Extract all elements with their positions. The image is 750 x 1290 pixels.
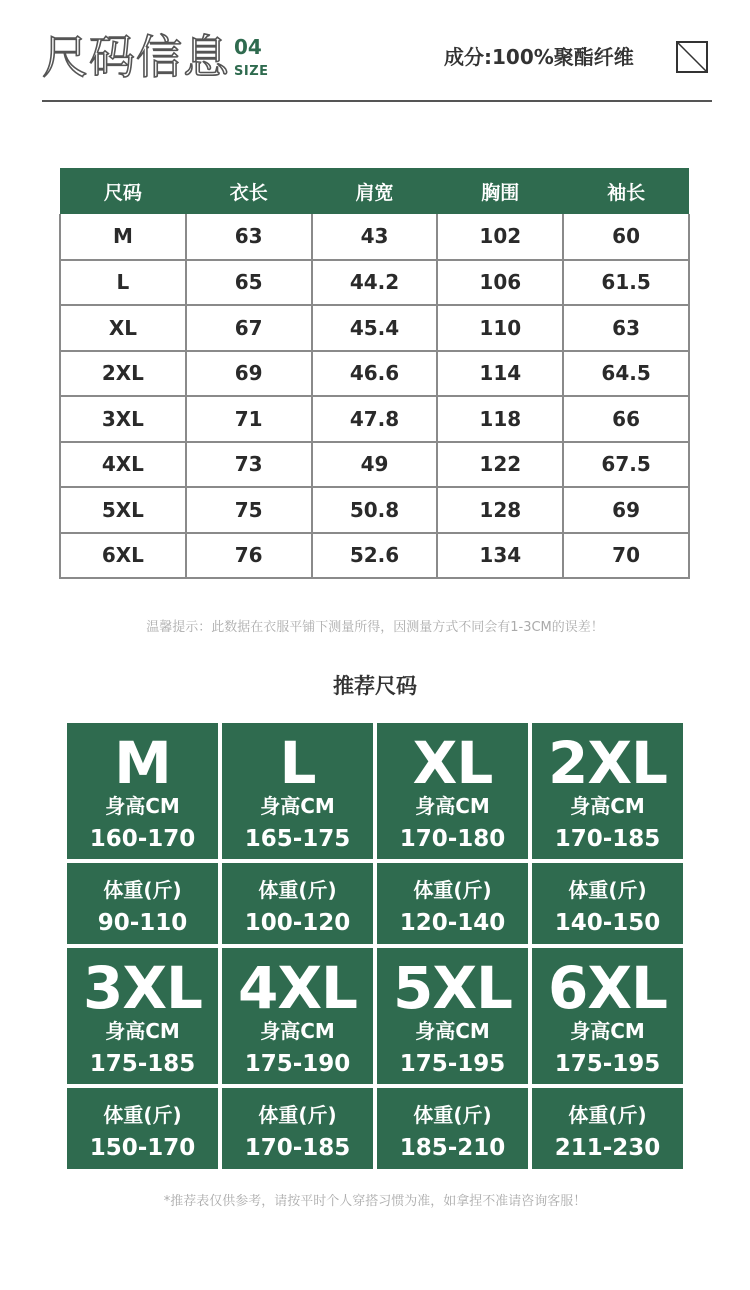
size-cell: 5XL	[60, 487, 186, 533]
material-composition: 成分:100%聚酯纤维	[444, 45, 634, 69]
page-title: 尺码信息	[42, 30, 230, 84]
measurement-cell: 50.8	[312, 487, 438, 533]
height-label: 身高CM	[105, 1019, 180, 1043]
height-range: 175-195	[399, 1051, 506, 1077]
measurement-cell: 69	[186, 351, 312, 397]
weight-range: 185-210	[399, 1135, 506, 1161]
tile-size-label: L	[279, 729, 316, 797]
measurement-cell: 64.5	[563, 351, 689, 397]
size-cell: M	[60, 214, 186, 260]
measurement-cell: 44.2	[312, 260, 438, 306]
measurement-cell: 70	[563, 533, 689, 579]
section-subtitle: SIZE	[234, 64, 269, 79]
weight-range: 100-120	[244, 910, 351, 936]
height-label: 身高CM	[570, 794, 645, 818]
weight-tile	[222, 1088, 373, 1169]
weight-label: 体重(斤)	[103, 1103, 182, 1127]
recommend-title: 推荐尺码	[333, 674, 417, 698]
tile-size-label: 2XL	[547, 729, 668, 797]
height-range: 175-190	[244, 1051, 351, 1077]
size-cell: XL	[60, 305, 186, 351]
weight-label: 体重(斤)	[258, 878, 337, 902]
measurement-tip: 温馨提示：此数据在衣服平铺下测量所得，因测量方式不同会有1-3CM的误差！	[146, 620, 604, 635]
measurement-cell: 75	[186, 487, 312, 533]
measurement-cell: 67.5	[563, 442, 689, 488]
height-range: 165-175	[244, 826, 351, 852]
measurement-cell: 45.4	[312, 305, 438, 351]
tile-size-label: 4XL	[237, 954, 358, 1022]
weight-label: 体重(斤)	[568, 878, 647, 902]
tile-size-label: M	[114, 729, 171, 797]
section-number: 04	[234, 35, 262, 59]
measurement-cell: 118	[437, 396, 563, 442]
weight-range: 170-185	[244, 1135, 351, 1161]
weight-tile	[377, 863, 528, 944]
height-label: 身高CM	[570, 1019, 645, 1043]
measurement-cell: 106	[437, 260, 563, 306]
height-tile	[532, 723, 683, 859]
measurement-cell: 69	[563, 487, 689, 533]
weight-range: 150-170	[89, 1135, 196, 1161]
table-body	[60, 214, 689, 578]
page-header	[42, 30, 712, 102]
measurement-cell: 65	[186, 260, 312, 306]
measurement-cell: 61.5	[563, 260, 689, 306]
measurement-cell: 102	[437, 214, 563, 260]
measurement-cell: 76	[186, 533, 312, 579]
fabric-swatch-icon	[676, 41, 708, 73]
tile-size-label: 6XL	[547, 954, 668, 1022]
height-range: 175-185	[89, 1051, 196, 1077]
size-cell: 3XL	[60, 396, 186, 442]
size-cell: 2XL	[60, 351, 186, 397]
measurement-cell: 46.6	[312, 351, 438, 397]
table-row	[60, 442, 689, 488]
height-range: 160-170	[89, 826, 196, 852]
measurement-cell: 134	[437, 533, 563, 579]
tile-size-label: 5XL	[392, 954, 513, 1022]
tile-size-label: 3XL	[82, 954, 203, 1022]
measurement-cell: 73	[186, 442, 312, 488]
weight-tile	[222, 863, 373, 944]
measurement-cell: 66	[563, 396, 689, 442]
weight-label: 体重(斤)	[413, 1103, 492, 1127]
measurement-cell: 47.8	[312, 396, 438, 442]
measurement-cell: 43	[312, 214, 438, 260]
weight-range: 120-140	[399, 910, 506, 936]
size-cell: 4XL	[60, 442, 186, 488]
height-label: 身高CM	[260, 1019, 335, 1043]
table-row	[60, 351, 689, 397]
tile-size-label: XL	[412, 729, 493, 797]
height-tile	[67, 948, 218, 1084]
weight-tile	[377, 1088, 528, 1169]
height-tile	[377, 723, 528, 859]
table-header-row	[60, 168, 689, 214]
table-row	[60, 260, 689, 306]
column-header: 胸围	[437, 168, 563, 214]
size-chart-table	[59, 168, 690, 579]
measurement-cell: 60	[563, 214, 689, 260]
table-row	[60, 305, 689, 351]
column-header: 衣长	[186, 168, 312, 214]
weight-label: 体重(斤)	[568, 1103, 647, 1127]
measurement-cell: 128	[437, 487, 563, 533]
weight-label: 体重(斤)	[103, 878, 182, 902]
column-header: 袖长	[563, 168, 689, 214]
table-row	[60, 533, 689, 579]
measurement-cell: 122	[437, 442, 563, 488]
weight-tile	[67, 863, 218, 944]
measurement-cell: 114	[437, 351, 563, 397]
height-tile	[222, 723, 373, 859]
height-label: 身高CM	[415, 794, 490, 818]
height-label: 身高CM	[415, 1019, 490, 1043]
weight-label: 体重(斤)	[413, 878, 492, 902]
height-label: 身高CM	[260, 794, 335, 818]
column-header: 肩宽	[312, 168, 438, 214]
measurement-cell: 67	[186, 305, 312, 351]
size-cell: 6XL	[60, 533, 186, 579]
weight-label: 体重(斤)	[258, 1103, 337, 1127]
column-header: 尺码	[60, 168, 186, 214]
measurement-cell: 63	[563, 305, 689, 351]
table-row	[60, 487, 689, 533]
measurement-cell: 63	[186, 214, 312, 260]
size-cell: L	[60, 260, 186, 306]
measurement-cell: 71	[186, 396, 312, 442]
weight-range: 140-150	[554, 910, 661, 936]
weight-range: 90-110	[97, 910, 188, 936]
height-range: 175-195	[554, 1051, 661, 1077]
height-label: 身高CM	[105, 794, 180, 818]
table-row	[60, 214, 689, 260]
weight-tile	[532, 1088, 683, 1169]
footnote: *推荐表仅供参考，请按平时个人穿搭习惯为准，如拿捏不准请咨询客服！	[163, 1194, 587, 1209]
weight-range: 211-230	[554, 1135, 661, 1161]
measurement-cell: 49	[312, 442, 438, 488]
measurement-cell: 110	[437, 305, 563, 351]
weight-tile	[67, 1088, 218, 1169]
height-tile	[532, 948, 683, 1084]
table-row	[60, 396, 689, 442]
height-tile	[377, 948, 528, 1084]
measurement-cell: 52.6	[312, 533, 438, 579]
weight-tile	[532, 863, 683, 944]
height-range: 170-180	[399, 826, 506, 852]
height-range: 170-185	[554, 826, 661, 852]
height-tile	[67, 723, 218, 859]
height-tile	[222, 948, 373, 1084]
